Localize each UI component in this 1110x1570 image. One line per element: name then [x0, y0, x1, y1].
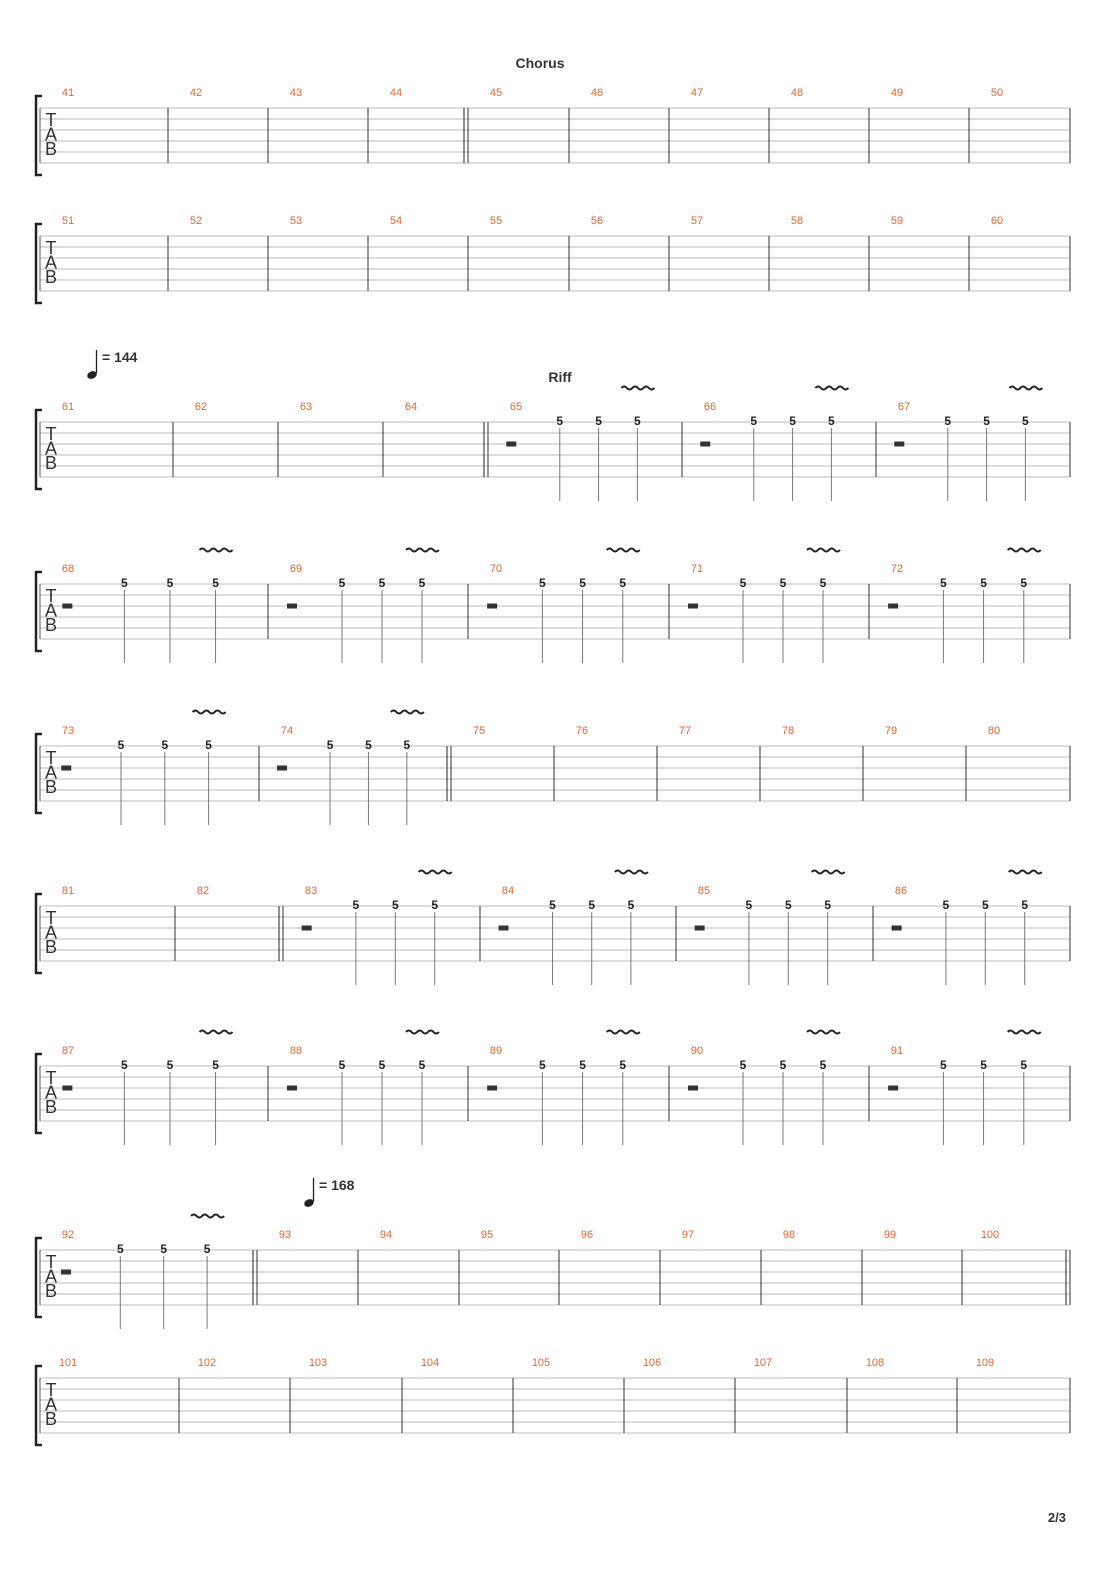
- tab-clef-letter: A: [44, 922, 58, 943]
- tab-clef-letter: A: [44, 1082, 58, 1103]
- fret-number: 5: [779, 1058, 787, 1072]
- fret-number: 5: [595, 414, 602, 428]
- fret-number: 5: [378, 576, 386, 590]
- vibrato-icon: [607, 1031, 640, 1034]
- fret-number: 5: [418, 576, 426, 590]
- vibrato-icon: [200, 1031, 233, 1034]
- fret-number: 5: [784, 898, 792, 912]
- fret-number: 5: [539, 1058, 546, 1072]
- measure-number: 79: [884, 725, 898, 737]
- rest-icon: [688, 1086, 698, 1091]
- measure-number: 69: [289, 563, 303, 575]
- fret-number: 5: [556, 414, 564, 428]
- measure-number: 77: [678, 725, 692, 737]
- rest-icon: [695, 926, 705, 931]
- measure-number: 82: [196, 885, 210, 897]
- measure-number: 106: [642, 1357, 662, 1369]
- fret-number: 5: [980, 576, 987, 590]
- fret-number: 5: [378, 1058, 386, 1072]
- fret-number: 5: [745, 898, 753, 912]
- fret-number: 5: [588, 898, 596, 912]
- tab-clef-letter: B: [44, 615, 58, 635]
- rest-icon: [302, 926, 312, 931]
- vibrato-icon: [815, 387, 848, 390]
- tab-clef-letter: B: [44, 1097, 58, 1117]
- rest-icon: [287, 1086, 297, 1091]
- rest-icon: [499, 926, 509, 931]
- fret-number: 5: [944, 414, 952, 428]
- tab-system: [36, 549, 1070, 664]
- tab-clef-letter: T: [45, 1252, 57, 1272]
- measure-number: 51: [61, 215, 75, 227]
- vibrato-icon: [419, 871, 452, 874]
- rest-icon: [894, 442, 904, 447]
- measure-number: 78: [781, 725, 795, 737]
- measure-number: 96: [580, 1229, 594, 1241]
- measure-number: 91: [890, 1045, 904, 1057]
- vibrato-icon: [191, 1215, 224, 1218]
- tab-clef-letter: A: [44, 124, 58, 145]
- page-number: 2/3: [1047, 1510, 1066, 1525]
- measure-number: 80: [987, 725, 1001, 737]
- measure-number: 88: [289, 1045, 303, 1057]
- fret-number: 5: [431, 898, 439, 912]
- fret-number: 5: [819, 1058, 827, 1072]
- tab-system: [36, 349, 1070, 501]
- fret-number: 5: [352, 898, 360, 912]
- section-label: Chorus: [515, 55, 565, 71]
- measure-number: 42: [189, 87, 203, 99]
- measure-number: 58: [790, 215, 804, 227]
- fret-number: 5: [539, 576, 546, 590]
- measure-number: 83: [304, 885, 318, 897]
- vibrato-icon: [812, 871, 845, 874]
- measure-number: 105: [531, 1357, 551, 1369]
- measure-number: 45: [489, 87, 503, 99]
- measure-number: 56: [590, 215, 604, 227]
- measure-number: 57: [690, 215, 704, 227]
- measure-number: 87: [61, 1045, 75, 1057]
- measure-number: 47: [690, 87, 704, 99]
- vibrato-icon: [391, 711, 424, 714]
- fret-number: 5: [940, 576, 947, 590]
- measure-number: 95: [480, 1229, 494, 1241]
- tab-clef-letter: B: [44, 139, 58, 159]
- vibrato-icon: [621, 387, 654, 390]
- measure-number: 85: [697, 885, 711, 897]
- rest-icon: [506, 442, 516, 447]
- tab-system: [36, 1031, 1070, 1146]
- vibrato-icon: [1009, 871, 1042, 874]
- fret-number: 5: [338, 1058, 346, 1072]
- fret-number: 5: [326, 738, 334, 752]
- tab-clef-letter: T: [45, 908, 57, 928]
- rest-icon: [277, 766, 287, 771]
- rest-icon: [892, 926, 902, 931]
- vibrato-icon: [807, 1031, 840, 1034]
- tab-clef-letter: T: [45, 748, 57, 768]
- measure-number: 63: [299, 401, 313, 413]
- fret-number: 5: [619, 1058, 627, 1072]
- tab-system: [36, 1177, 1070, 1329]
- measure-number: 68: [61, 563, 75, 575]
- fret-number: 5: [579, 576, 586, 590]
- fret-number: 5: [1020, 1058, 1028, 1072]
- fret-number: 5: [983, 414, 990, 428]
- measure-number: 66: [703, 401, 717, 413]
- measure-number: 72: [890, 563, 904, 575]
- measure-number: 84: [501, 885, 515, 897]
- fret-number: 5: [789, 414, 796, 428]
- measure-number: 52: [189, 215, 203, 227]
- tab-clef-letter: B: [44, 267, 58, 287]
- fret-number: 5: [391, 898, 399, 912]
- fret-number: 5: [1021, 898, 1029, 912]
- vibrato-icon: [807, 549, 840, 552]
- fret-number: 5: [212, 1058, 219, 1072]
- measure-number: 74: [280, 725, 294, 737]
- rest-icon: [688, 604, 698, 609]
- rest-icon: [487, 1086, 497, 1091]
- vibrato-icon: [615, 871, 648, 874]
- measure-number: 71: [690, 563, 704, 575]
- measure-number: 55: [489, 215, 503, 227]
- vibrato-icon: [1008, 549, 1041, 552]
- tempo-marking: = 168: [319, 1177, 355, 1193]
- fret-number: 5: [942, 898, 950, 912]
- tab-clef-letter: T: [45, 110, 57, 130]
- tab-clef-letter: T: [45, 1380, 57, 1400]
- measure-number: 108: [865, 1357, 885, 1369]
- measure-number: 86: [894, 885, 908, 897]
- tab-system: [36, 55, 1070, 175]
- fret-number: 5: [579, 1058, 586, 1072]
- fret-number: 5: [203, 1242, 211, 1256]
- vibrato-icon: [1009, 387, 1042, 390]
- vibrato-icon: [406, 1031, 439, 1034]
- measure-number: 102: [197, 1357, 217, 1369]
- tab-system: [36, 711, 1070, 826]
- measure-number: 98: [782, 1229, 796, 1241]
- measure-number: 109: [975, 1357, 995, 1369]
- rest-icon: [61, 766, 71, 771]
- rest-icon: [62, 604, 72, 609]
- tab-clef-letter: A: [44, 438, 58, 459]
- vibrato-icon: [1008, 1031, 1041, 1034]
- measure-number: 61: [61, 401, 75, 413]
- tab-clef-letter: B: [44, 1281, 58, 1301]
- fret-number: 5: [338, 576, 346, 590]
- measure-number: 44: [389, 87, 403, 99]
- fret-number: 5: [739, 1058, 747, 1072]
- tab-clef-letter: T: [45, 586, 57, 606]
- fret-number: 5: [627, 898, 635, 912]
- fret-number: 5: [940, 1058, 947, 1072]
- fret-number: 5: [117, 738, 125, 752]
- fret-number: 5: [161, 738, 169, 752]
- vibrato-icon: [406, 549, 439, 552]
- measure-number: 46: [590, 87, 604, 99]
- fret-number: 5: [166, 1058, 174, 1072]
- measure-number: 59: [890, 215, 904, 227]
- measure-number: 48: [790, 87, 804, 99]
- tab-system: [36, 871, 1070, 986]
- rest-icon: [287, 604, 297, 609]
- tab-clef-letter: B: [44, 453, 58, 473]
- measure-number: 54: [389, 215, 403, 227]
- tab-system: [36, 1357, 1070, 1445]
- rest-icon: [61, 1270, 71, 1275]
- rest-icon: [888, 604, 898, 609]
- tempo-marking: = 144: [102, 349, 138, 365]
- measure-number: 60: [990, 215, 1004, 227]
- vibrato-icon: [200, 549, 233, 552]
- measure-number: 70: [489, 563, 503, 575]
- fret-number: 5: [981, 898, 989, 912]
- fret-number: 5: [549, 898, 556, 912]
- fret-number: 5: [750, 414, 758, 428]
- measure-number: 67: [897, 401, 911, 413]
- fret-number: 5: [619, 576, 627, 590]
- measure-number: 65: [509, 401, 523, 413]
- fret-number: 5: [212, 576, 219, 590]
- section-label: Riff: [548, 369, 572, 385]
- fret-number: 5: [418, 1058, 426, 1072]
- fret-number: 5: [824, 898, 832, 912]
- measure-number: 62: [194, 401, 208, 413]
- tab-clef-letter: B: [44, 937, 58, 957]
- fret-number: 5: [403, 738, 411, 752]
- measure-number: 43: [289, 87, 303, 99]
- fret-number: 5: [166, 576, 174, 590]
- fret-number: 5: [819, 576, 827, 590]
- measure-number: 81: [61, 885, 75, 897]
- measure-number: 53: [289, 215, 303, 227]
- fret-number: 5: [365, 738, 372, 752]
- measure-number: 99: [883, 1229, 897, 1241]
- tab-clef-letter: B: [44, 1409, 58, 1429]
- measure-number: 94: [379, 1229, 393, 1241]
- fret-number: 5: [1022, 414, 1029, 428]
- fret-number: 5: [828, 414, 835, 428]
- measure-number: 107: [753, 1357, 773, 1369]
- measure-number: 92: [61, 1229, 75, 1241]
- rest-icon: [888, 1086, 898, 1091]
- tab-clef-letter: A: [44, 762, 58, 783]
- measure-number: 50: [990, 87, 1004, 99]
- tab-clef-letter: B: [44, 777, 58, 797]
- measure-number: 93: [278, 1229, 292, 1241]
- measure-number: 64: [404, 401, 418, 413]
- fret-number: 5: [160, 1242, 168, 1256]
- tab-clef-letter: A: [44, 600, 58, 621]
- measure-number: 101: [58, 1357, 78, 1369]
- fret-number: 5: [1020, 576, 1028, 590]
- measure-number: 103: [308, 1357, 328, 1369]
- measure-number: 90: [690, 1045, 704, 1057]
- fret-number: 5: [980, 1058, 987, 1072]
- measure-number: 73: [61, 725, 75, 737]
- measure-number: 89: [489, 1045, 503, 1057]
- fret-number: 5: [634, 414, 641, 428]
- vibrato-icon: [193, 711, 226, 714]
- fret-number: 5: [205, 738, 212, 752]
- measure-number: 49: [890, 87, 904, 99]
- fret-number: 5: [116, 1242, 124, 1256]
- tab-clef-letter: A: [44, 252, 58, 273]
- rest-icon: [700, 442, 710, 447]
- measure-number: 97: [681, 1229, 695, 1241]
- tab-clef-letter: T: [45, 424, 57, 444]
- rest-icon: [62, 1086, 72, 1091]
- measure-number: 76: [575, 725, 589, 737]
- measure-number: 104: [420, 1357, 440, 1369]
- vibrato-icon: [607, 549, 640, 552]
- tab-clef-letter: T: [45, 1068, 57, 1088]
- fret-number: 5: [121, 1058, 128, 1072]
- fret-number: 5: [779, 576, 787, 590]
- rest-icon: [487, 604, 497, 609]
- measure-number: 41: [61, 87, 75, 99]
- fret-number: 5: [739, 576, 747, 590]
- tab-clef-letter: A: [44, 1266, 58, 1287]
- measure-number: 75: [472, 725, 486, 737]
- tab-system: [36, 215, 1070, 303]
- tab-clef-letter: T: [45, 238, 57, 258]
- tab-clef-letter: A: [44, 1394, 58, 1415]
- measure-number: 100: [980, 1229, 1000, 1241]
- fret-number: 5: [121, 576, 128, 590]
